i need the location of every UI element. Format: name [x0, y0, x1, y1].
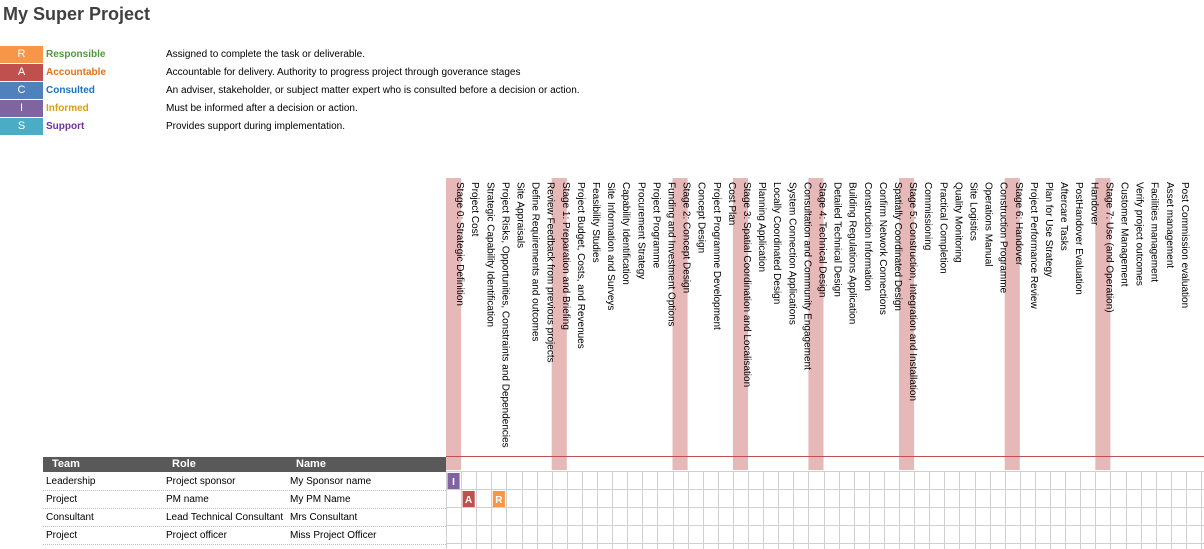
matrix-cell[interactable] — [1050, 526, 1065, 544]
matrix-cell[interactable] — [597, 508, 612, 526]
matrix-cell[interactable] — [929, 526, 944, 544]
matrix-cell[interactable] — [718, 526, 733, 544]
task-header-label[interactable]: Project Cost — [469, 182, 481, 237]
matrix-cell[interactable] — [959, 490, 974, 508]
task-header-label[interactable]: Building Regulations Application — [846, 182, 858, 325]
matrix-cell[interactable] — [673, 472, 688, 490]
matrix-cell[interactable] — [824, 472, 839, 490]
legend-key-responsible: R — [0, 46, 43, 63]
matrix-cell[interactable] — [778, 508, 793, 526]
matrix-cell[interactable] — [718, 508, 733, 526]
task-header-label[interactable]: Post Commission evaluation — [1178, 182, 1190, 309]
matrix-cell[interactable] — [642, 526, 657, 544]
matrix-cell[interactable] — [869, 508, 884, 526]
legend-desc-consulted: An adviser, stakeholder, or subject matter expert who is consulted before a decision or action. — [166, 85, 580, 96]
matrix-cell[interactable] — [506, 526, 521, 544]
matrix-cell[interactable] — [1065, 526, 1080, 544]
task-header-label[interactable]: Aftercare Tasks — [1058, 182, 1070, 251]
matrix-cell[interactable] — [763, 508, 778, 526]
matrix-cell[interactable] — [461, 526, 476, 544]
matrix-cell[interactable] — [703, 472, 718, 490]
legend-name-support: Support — [46, 121, 85, 132]
matrix-cell[interactable] — [567, 508, 582, 526]
matrix-cell[interactable] — [990, 472, 1005, 490]
page-title: My Super Project — [3, 4, 151, 24]
matrix-cell[interactable] — [793, 472, 808, 490]
matrix-cell[interactable] — [688, 472, 703, 490]
matrix-cell[interactable] — [778, 526, 793, 544]
role-column-header[interactable]: Role — [172, 458, 196, 470]
matrix-cell[interactable] — [748, 526, 763, 544]
matrix-cell[interactable] — [491, 472, 506, 490]
matrix-cell[interactable] — [959, 526, 974, 544]
matrix-cell[interactable] — [552, 490, 567, 508]
matrix-cell[interactable] — [522, 472, 537, 490]
matrix-cell[interactable] — [597, 472, 612, 490]
legend-key-consulted: C — [0, 82, 43, 99]
matrix-cell[interactable] — [748, 508, 763, 526]
matrix-cell[interactable] — [808, 526, 823, 544]
matrix-cell[interactable] — [824, 508, 839, 526]
matrix-cell[interactable] — [1020, 490, 1035, 508]
matrix-cell[interactable] — [627, 508, 642, 526]
matrix-cell[interactable] — [703, 508, 718, 526]
matrix-cell[interactable] — [582, 472, 597, 490]
matrix-cell[interactable] — [476, 508, 491, 526]
matrix-cell[interactable] — [959, 508, 974, 526]
task-header-label[interactable]: Capability Identification — [620, 182, 632, 285]
legend-key-support: S — [0, 118, 43, 135]
matrix-cell[interactable] — [1156, 490, 1171, 508]
matrix-cell[interactable] — [1005, 472, 1020, 490]
stage-header-label[interactable]: Stage 2: Concept Design — [680, 182, 692, 294]
matrix-cell[interactable] — [1171, 508, 1186, 526]
matrix-cell[interactable] — [914, 508, 929, 526]
task-header-label[interactable]: Project Programme — [650, 182, 662, 269]
matrix-cell[interactable] — [899, 490, 914, 508]
matrix-cell[interactable] — [854, 526, 869, 544]
matrix-cell[interactable] — [1095, 508, 1110, 526]
legend-name-responsible: Responsible — [46, 49, 106, 60]
matrix-cell[interactable] — [627, 472, 642, 490]
matrix-cell[interactable] — [642, 490, 657, 508]
matrix-cell[interactable] — [688, 526, 703, 544]
matrix-cell[interactable] — [1156, 508, 1171, 526]
matrix-cell[interactable] — [1171, 526, 1186, 544]
matrix-cell[interactable] — [929, 508, 944, 526]
matrix-cell[interactable] — [899, 526, 914, 544]
matrix-cell[interactable] — [1126, 526, 1141, 544]
matrix-cell[interactable] — [688, 508, 703, 526]
matrix-cell[interactable] — [990, 490, 1005, 508]
matrix-cell[interactable] — [522, 526, 537, 544]
matrix-cell[interactable] — [839, 490, 854, 508]
matrix-cell[interactable] — [959, 472, 974, 490]
matrix-cell[interactable] — [1095, 490, 1110, 508]
matrix-cell[interactable] — [1095, 472, 1110, 490]
task-header-label[interactable]: Commissioning — [922, 182, 934, 251]
table-cell-name[interactable]: My PM Name — [290, 494, 351, 505]
task-header-label[interactable]: Define Requirements and outcomes — [529, 182, 541, 342]
matrix-cell[interactable] — [975, 490, 990, 508]
matrix-cell[interactable] — [839, 526, 854, 544]
matrix-cell[interactable] — [854, 472, 869, 490]
matrix-cell[interactable] — [748, 472, 763, 490]
task-header-label[interactable]: Cost Plan — [725, 182, 737, 226]
matrix-cell[interactable] — [1110, 526, 1125, 544]
matrix-cell[interactable] — [1080, 490, 1095, 508]
matrix-cell[interactable] — [808, 472, 823, 490]
matrix-cell[interactable] — [1020, 508, 1035, 526]
matrix-cell[interactable] — [1035, 472, 1050, 490]
matrix-cell[interactable] — [975, 472, 990, 490]
table-cell-role[interactable]: Project sponsor — [166, 476, 236, 487]
stage-header-label[interactable]: Stage 4: Technical Design — [816, 182, 828, 298]
matrix-cell[interactable] — [733, 472, 748, 490]
matrix-cell[interactable] — [763, 472, 778, 490]
task-header-label[interactable]: PostHandover Evaluation — [1073, 182, 1085, 295]
task-header-label[interactable]: Strategic Capability Identification — [484, 182, 496, 328]
matrix-cell[interactable] — [884, 472, 899, 490]
legend-desc-informed: Must be informed after a decision or action. — [166, 103, 358, 114]
matrix-cell[interactable] — [839, 508, 854, 526]
matrix-cell[interactable] — [1065, 490, 1080, 508]
matrix-cell[interactable] — [506, 472, 521, 490]
matrix-cell[interactable] — [537, 490, 552, 508]
table-cell-name[interactable]: My Sponsor name — [290, 476, 372, 487]
matrix-cell[interactable] — [1050, 490, 1065, 508]
matrix-cell[interactable] — [778, 490, 793, 508]
task-header-label[interactable]: Site Appraisals — [514, 182, 526, 249]
task-header-label[interactable]: Funding and Investment Options — [665, 182, 677, 327]
matrix-cell[interactable] — [929, 490, 944, 508]
table-cell-role[interactable]: PM name — [166, 494, 209, 505]
matrix-cell[interactable] — [446, 508, 461, 526]
matrix-cell[interactable] — [733, 526, 748, 544]
matrix-cell[interactable] — [1035, 526, 1050, 544]
matrix-cell[interactable] — [1141, 472, 1156, 490]
matrix-cell[interactable] — [1141, 526, 1156, 544]
task-header-label[interactable]: Site Information and Surveys — [605, 182, 617, 311]
matrix-cell[interactable] — [1050, 472, 1065, 490]
table-cell-team[interactable]: Consultant — [46, 512, 94, 523]
matrix-cell[interactable] — [1020, 472, 1035, 490]
task-header-label[interactable]: Construction Programme — [997, 182, 1009, 294]
matrix-cell[interactable] — [808, 508, 823, 526]
matrix-cell[interactable] — [929, 472, 944, 490]
matrix-cell[interactable] — [1126, 490, 1141, 508]
matrix-cell[interactable] — [461, 508, 476, 526]
matrix-cell[interactable] — [703, 490, 718, 508]
matrix-cell[interactable] — [1171, 472, 1186, 490]
table-cell-team[interactable]: Project — [46, 494, 78, 505]
matrix-cell[interactable] — [793, 508, 808, 526]
matrix-cell[interactable] — [567, 490, 582, 508]
matrix-cell[interactable] — [1065, 472, 1080, 490]
table-cell-role[interactable]: Project officer — [166, 530, 227, 541]
matrix-cell[interactable] — [1156, 526, 1171, 544]
matrix-cell[interactable] — [1126, 508, 1141, 526]
matrix-cell[interactable] — [597, 526, 612, 544]
task-header-label[interactable]: Confirm Network Connections — [876, 182, 888, 315]
matrix-cell[interactable] — [522, 508, 537, 526]
stage-header-label[interactable]: Stage 1: Preparation and Briefing — [559, 182, 571, 330]
matrix-cell[interactable] — [1141, 508, 1156, 526]
matrix-cell[interactable] — [1110, 472, 1125, 490]
matrix-cell[interactable] — [718, 472, 733, 490]
matrix-cell[interactable] — [612, 526, 627, 544]
matrix-cell[interactable] — [1050, 508, 1065, 526]
matrix-cell[interactable] — [446, 526, 461, 544]
matrix-cell[interactable] — [990, 526, 1005, 544]
matrix-cell[interactable] — [884, 526, 899, 544]
matrix-cell[interactable] — [582, 490, 597, 508]
matrix-cell[interactable] — [552, 526, 567, 544]
matrix-cell[interactable] — [914, 490, 929, 508]
matrix-cell[interactable] — [642, 472, 657, 490]
matrix-cell[interactable] — [1156, 472, 1171, 490]
matrix-cell[interactable] — [944, 508, 959, 526]
matrix-cell[interactable] — [703, 526, 718, 544]
matrix-cell[interactable] — [869, 526, 884, 544]
matrix-cell[interactable] — [824, 526, 839, 544]
matrix-cell[interactable] — [446, 490, 461, 508]
task-header-label[interactable]: Project Risks, Opportunities, Constraints and Dependencies — [499, 182, 511, 448]
matrix-cell[interactable] — [1126, 472, 1141, 490]
stage-header-label[interactable]: Stage 0: Strategic Definition — [454, 182, 466, 306]
matrix-cell[interactable] — [491, 508, 506, 526]
task-header-label[interactable]: System Connection Applications — [786, 182, 798, 325]
matrix-cell[interactable] — [476, 490, 491, 508]
matrix-cell[interactable] — [1110, 508, 1125, 526]
matrix-cell[interactable] — [854, 508, 869, 526]
legend-desc-accountable: Accountable for delivery. Authority to progress project through goverance stages — [166, 67, 521, 78]
team-column-header[interactable]: Team — [52, 458, 80, 470]
legend-desc-responsible: Assigned to complete the task or deliverable. — [166, 49, 365, 60]
matrix-cell[interactable] — [612, 508, 627, 526]
matrix-cell[interactable] — [642, 508, 657, 526]
matrix-cell[interactable] — [612, 490, 627, 508]
stage-header-label[interactable]: Stage 7: Use (and Operation) — [1103, 182, 1115, 313]
matrix-cell[interactable] — [522, 490, 537, 508]
matrix-cell[interactable] — [733, 490, 748, 508]
stage-header-label[interactable]: Stage 3: Spatial Coordination and Localisation — [740, 182, 752, 388]
matrix-cell[interactable] — [552, 472, 567, 490]
matrix-cell[interactable] — [899, 508, 914, 526]
legend-key-accountable: A — [0, 64, 43, 81]
matrix-cell[interactable] — [491, 526, 506, 544]
matrix-cell[interactable] — [506, 508, 521, 526]
matrix-cell[interactable] — [612, 472, 627, 490]
assignment-badge-label: A — [465, 495, 473, 506]
task-header-label[interactable]: Handover — [1088, 182, 1100, 226]
matrix-cell[interactable] — [914, 472, 929, 490]
matrix-cell[interactable] — [884, 490, 899, 508]
task-header-label[interactable]: Site Logistics — [967, 182, 979, 241]
matrix-cell[interactable] — [944, 490, 959, 508]
matrix-cell[interactable] — [657, 472, 672, 490]
task-header-label[interactable]: Project Programme Development — [710, 182, 722, 330]
matrix-cell[interactable] — [673, 526, 688, 544]
matrix-cell[interactable] — [944, 526, 959, 544]
matrix-cell[interactable] — [582, 526, 597, 544]
table-cell-name[interactable]: Miss Project Officer — [290, 530, 377, 541]
matrix-cell[interactable] — [657, 508, 672, 526]
matrix-cell[interactable] — [1080, 526, 1095, 544]
name-column-header[interactable]: Name — [296, 458, 326, 470]
matrix-cell[interactable] — [1005, 526, 1020, 544]
matrix-cell[interactable] — [1095, 526, 1110, 544]
stage-header-label[interactable]: Stage 5: Construction, Integration and Installation — [907, 182, 919, 402]
matrix-cell[interactable] — [1080, 472, 1095, 490]
matrix-cell[interactable] — [914, 526, 929, 544]
matrix-cell[interactable] — [990, 508, 1005, 526]
matrix-cell[interactable] — [1065, 508, 1080, 526]
matrix-cell[interactable] — [1035, 508, 1050, 526]
task-header-label[interactable]: Project Performance Review — [1027, 182, 1039, 309]
matrix-cell[interactable] — [673, 508, 688, 526]
matrix-cell[interactable] — [975, 508, 990, 526]
matrix-cell[interactable] — [808, 490, 823, 508]
task-header-label[interactable]: Consultation and Community Engagement — [801, 182, 813, 370]
matrix-cell[interactable] — [567, 472, 582, 490]
matrix-cell[interactable] — [748, 490, 763, 508]
matrix-cell[interactable] — [673, 490, 688, 508]
assignment-badge-label: I — [452, 477, 455, 488]
matrix-cell[interactable] — [1020, 526, 1035, 544]
table-cell-team[interactable]: Leadership — [46, 476, 96, 487]
assignment-badge-label: R — [495, 495, 503, 506]
matrix-cell[interactable] — [476, 526, 491, 544]
matrix-cell[interactable] — [537, 526, 552, 544]
matrix-cell[interactable] — [869, 490, 884, 508]
matrix-cell[interactable] — [1110, 490, 1125, 508]
matrix-cell[interactable] — [657, 490, 672, 508]
matrix-cell[interactable] — [627, 526, 642, 544]
matrix-cell[interactable] — [718, 490, 733, 508]
matrix-cell[interactable] — [1005, 490, 1020, 508]
matrix-cell[interactable] — [975, 526, 990, 544]
matrix-cell[interactable] — [944, 472, 959, 490]
table-cell-team[interactable]: Project — [46, 530, 78, 541]
matrix-cell[interactable] — [461, 472, 476, 490]
matrix-cell[interactable] — [567, 526, 582, 544]
task-header-label[interactable]: Concept Design — [695, 182, 707, 254]
matrix-cell[interactable] — [839, 472, 854, 490]
matrix-cell[interactable] — [854, 490, 869, 508]
matrix-cell[interactable] — [778, 472, 793, 490]
task-header-label[interactable]: Verify project outcomes — [1133, 182, 1145, 286]
matrix-cell[interactable] — [1141, 490, 1156, 508]
matrix-cell[interactable] — [597, 490, 612, 508]
task-header-label[interactable]: Spatially Coordinated Design — [891, 182, 903, 311]
matrix-cell[interactable] — [506, 490, 521, 508]
task-header-label[interactable]: Construction Information — [861, 182, 873, 291]
legend-key-informed: I — [0, 100, 43, 117]
matrix-cell[interactable] — [899, 472, 914, 490]
matrix-cell[interactable] — [657, 526, 672, 544]
matrix-cell[interactable] — [1080, 508, 1095, 526]
matrix-cell[interactable] — [627, 490, 642, 508]
table-cell-role[interactable]: Lead Technical Consultant — [166, 512, 284, 523]
legend-desc-support: Provides support during implementation. — [166, 121, 345, 132]
legend-name-consulted: Consulted — [46, 85, 95, 96]
task-header-label[interactable]: Locally Coordinated Design — [771, 182, 783, 305]
task-header-label[interactable]: Facilities management — [1148, 182, 1160, 283]
matrix-cell[interactable] — [793, 490, 808, 508]
matrix-cell[interactable] — [476, 472, 491, 490]
matrix-cell[interactable] — [552, 508, 567, 526]
task-header-label[interactable]: Asset management — [1163, 182, 1175, 269]
task-header-label[interactable]: Review Feedback from previous projects — [544, 182, 556, 363]
task-header-label[interactable]: Feasibility Studies — [589, 182, 601, 263]
task-header-label[interactable]: Operations Manual — [982, 182, 994, 267]
matrix-cell[interactable] — [869, 472, 884, 490]
matrix-cell[interactable] — [733, 508, 748, 526]
task-header-label[interactable]: Practical Completion — [937, 182, 949, 274]
task-header-label[interactable]: Detailed Technical Design — [831, 182, 843, 297]
matrix-cell[interactable] — [1171, 490, 1186, 508]
task-header-label[interactable]: Procurement Strategy — [635, 182, 647, 280]
matrix-cell[interactable] — [824, 490, 839, 508]
matrix-cell[interactable] — [537, 472, 552, 490]
matrix-cell[interactable] — [582, 508, 597, 526]
matrix-cell[interactable] — [688, 490, 703, 508]
task-header-label[interactable]: Planning Application — [756, 182, 768, 273]
matrix-cell[interactable] — [763, 526, 778, 544]
task-header-label[interactable]: Plan for Use Strategy — [1042, 182, 1054, 278]
matrix-cell[interactable] — [1005, 508, 1020, 526]
task-header-label[interactable]: Customer Management — [1118, 182, 1130, 287]
table-cell-name[interactable]: Mrs Consultant — [290, 512, 358, 523]
legend-name-accountable: Accountable — [46, 67, 107, 78]
task-header-label[interactable]: Project Budget, Costs, and Revenues — [574, 182, 586, 349]
stage-header-label[interactable]: Stage 6: Handover — [1012, 182, 1024, 266]
matrix-cell[interactable] — [884, 508, 899, 526]
task-header-label[interactable]: Quality Monitoring — [952, 182, 964, 263]
legend-name-informed: Informed — [46, 103, 89, 114]
matrix-cell[interactable] — [763, 490, 778, 508]
matrix-cell[interactable] — [1035, 490, 1050, 508]
matrix-cell[interactable] — [537, 508, 552, 526]
matrix-cell[interactable] — [793, 526, 808, 544]
